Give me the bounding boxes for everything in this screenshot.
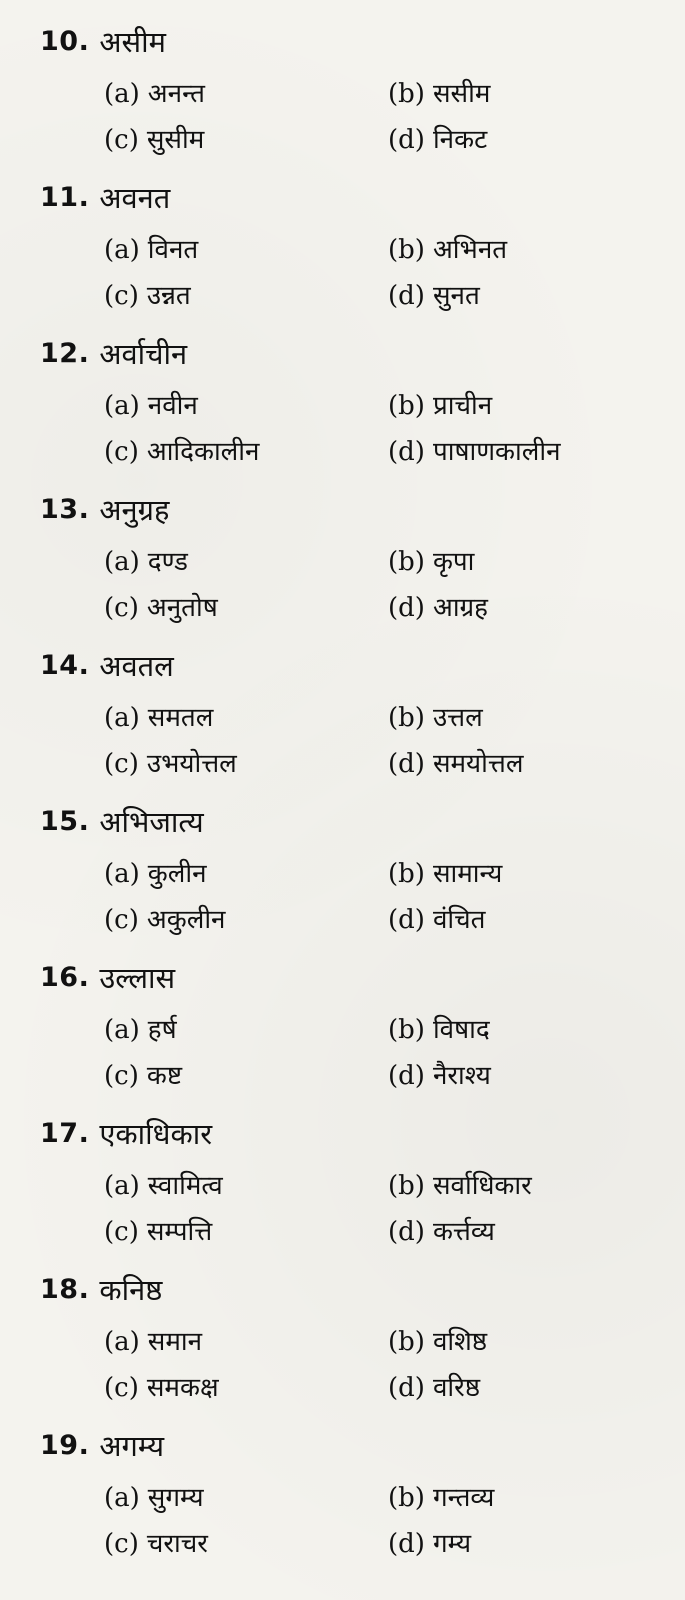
question-word: कनिष्ठ <box>99 1272 163 1307</box>
option-text: सुसीम <box>146 125 205 155</box>
question-heading <box>40 798 204 844</box>
option-c <box>104 742 237 786</box>
option-label: (d) <box>388 1373 425 1403</box>
option-d <box>388 430 561 474</box>
question-19 <box>0 1422 685 1578</box>
question-heading <box>40 1266 162 1312</box>
question-heading <box>40 18 166 64</box>
option-label: (b) <box>388 235 425 265</box>
option-d <box>388 118 487 162</box>
option-a <box>104 384 198 428</box>
option-text: अकुलीन <box>146 905 226 935</box>
question-13 <box>0 486 685 642</box>
option-b <box>388 540 474 584</box>
option-label: (d) <box>388 593 425 623</box>
question-word: उल्लास <box>99 960 176 995</box>
option-a <box>104 540 188 584</box>
question-number: 12. <box>40 337 90 369</box>
option-d <box>388 742 523 786</box>
option-a <box>104 1320 202 1364</box>
question-heading <box>40 1422 164 1468</box>
question-number: 17. <box>40 1117 90 1149</box>
option-label: (c) <box>104 1529 139 1559</box>
option-label: (c) <box>104 593 139 623</box>
option-text: गन्तव्य <box>432 1483 495 1513</box>
option-text: अनन्त <box>147 79 205 109</box>
option-label: (d) <box>388 749 425 779</box>
option-text: सम्पत्ति <box>146 1217 213 1247</box>
option-a <box>104 72 205 116</box>
question-10 <box>0 18 685 174</box>
option-label: (c) <box>104 281 139 311</box>
option-text: वंचित <box>432 905 486 935</box>
option-label: (a) <box>104 391 140 421</box>
question-word: एकाधिकार <box>99 1116 213 1151</box>
option-c <box>104 1522 208 1566</box>
option-b <box>388 72 490 116</box>
option-text: निकट <box>432 125 488 155</box>
option-text: सुनत <box>432 281 480 311</box>
option-text: विषाद <box>432 1015 490 1045</box>
option-label: (a) <box>104 235 140 265</box>
question-number: 10. <box>40 25 90 57</box>
option-label: (c) <box>104 1373 139 1403</box>
option-text: अनुतोष <box>146 593 218 623</box>
option-label: (c) <box>104 125 139 155</box>
option-text: सर्वाधिकार <box>432 1171 532 1201</box>
question-heading <box>40 642 174 688</box>
question-number: 15. <box>40 805 90 837</box>
option-b <box>388 696 483 740</box>
option-a <box>104 228 198 272</box>
option-text: वशिष्ठ <box>432 1327 488 1357</box>
option-label: (c) <box>104 1217 139 1247</box>
option-b <box>388 1476 494 1520</box>
question-number: 16. <box>40 961 90 993</box>
option-label: (b) <box>388 1327 425 1357</box>
option-label: (b) <box>388 79 425 109</box>
option-label: (b) <box>388 1171 425 1201</box>
option-text: वरिष्ठ <box>432 1373 481 1403</box>
option-d <box>388 1054 491 1098</box>
option-text: चराचर <box>146 1529 208 1559</box>
option-a <box>104 1476 204 1520</box>
option-label: (d) <box>388 437 425 467</box>
option-text: स्वामित्व <box>147 1171 223 1201</box>
option-text: सामान्य <box>432 859 503 889</box>
question-17 <box>0 1110 685 1266</box>
option-label: (a) <box>104 1015 140 1045</box>
option-d <box>388 898 485 942</box>
option-text: नैराश्य <box>432 1061 491 1091</box>
question-word: अनुग्रह <box>99 492 170 527</box>
question-word: असीम <box>99 24 166 59</box>
option-label: (d) <box>388 1217 425 1247</box>
option-text: प्राचीन <box>432 391 493 421</box>
option-text: दण्ड <box>147 547 188 577</box>
option-d <box>388 1210 495 1254</box>
question-number: 14. <box>40 649 90 681</box>
option-text: कष्ट <box>146 1061 183 1091</box>
option-c <box>104 1210 212 1254</box>
option-b <box>388 384 492 428</box>
option-label: (d) <box>388 1529 425 1559</box>
option-label: (b) <box>388 859 425 889</box>
option-text: अभिनत <box>432 235 508 265</box>
question-heading <box>40 330 187 376</box>
option-text: समयोत्तल <box>432 749 524 779</box>
option-label: (a) <box>104 1327 140 1357</box>
option-label: (b) <box>388 1483 425 1513</box>
option-c <box>104 586 218 630</box>
option-text: समान <box>147 1327 203 1357</box>
option-d <box>388 1366 480 1410</box>
option-text: आग्रह <box>432 593 488 623</box>
option-text: कर्त्तव्य <box>432 1217 495 1247</box>
option-text: ससीम <box>432 79 491 109</box>
option-label: (a) <box>104 859 140 889</box>
option-d <box>388 274 480 318</box>
option-text: नवीन <box>147 391 198 421</box>
option-text: उन्नत <box>146 281 191 311</box>
option-b <box>388 1320 487 1364</box>
option-text: विनत <box>147 235 199 265</box>
option-b <box>388 1008 490 1052</box>
option-text: समकक्ष <box>146 1373 219 1403</box>
option-a <box>104 696 213 740</box>
question-word: अर्वाचीन <box>99 336 188 371</box>
option-text: सुगम्य <box>147 1483 204 1513</box>
question-heading <box>40 1110 212 1156</box>
option-text: कुलीन <box>147 859 207 889</box>
option-d <box>388 1522 471 1566</box>
question-12 <box>0 330 685 486</box>
option-c <box>104 898 225 942</box>
option-label: (c) <box>104 437 139 467</box>
question-number: 11. <box>40 181 90 213</box>
option-label: (a) <box>104 547 140 577</box>
option-b <box>388 852 502 896</box>
option-a <box>104 1008 177 1052</box>
question-heading <box>40 954 175 1000</box>
option-label: (a) <box>104 1171 140 1201</box>
option-text: कृपा <box>432 547 475 577</box>
question-heading <box>40 486 169 532</box>
option-label: (d) <box>388 281 425 311</box>
option-text: उभयोत्तल <box>146 749 237 779</box>
option-label: (c) <box>104 749 139 779</box>
option-label: (a) <box>104 79 140 109</box>
option-text: गम्य <box>432 1529 472 1559</box>
option-label: (b) <box>388 703 425 733</box>
question-14 <box>0 642 685 798</box>
option-label: (c) <box>104 1061 139 1091</box>
option-text: समतल <box>147 703 214 733</box>
option-a <box>104 852 207 896</box>
option-d <box>388 586 488 630</box>
question-number: 19. <box>40 1429 90 1461</box>
option-label: (b) <box>388 1015 425 1045</box>
option-c <box>104 118 204 162</box>
option-label: (d) <box>388 125 425 155</box>
option-c <box>104 274 191 318</box>
question-word: अभिजात्य <box>99 804 204 839</box>
option-text: हर्ष <box>147 1015 177 1045</box>
question-15 <box>0 798 685 954</box>
option-label: (b) <box>388 547 425 577</box>
question-number: 18. <box>40 1273 90 1305</box>
question-word: अवतल <box>99 648 174 683</box>
option-label: (a) <box>104 1483 140 1513</box>
question-word: अवनत <box>99 180 171 215</box>
option-text: उत्तल <box>432 703 483 733</box>
option-a <box>104 1164 223 1208</box>
option-label: (a) <box>104 703 140 733</box>
option-label: (c) <box>104 905 139 935</box>
option-c <box>104 1366 219 1410</box>
question-heading <box>40 174 170 220</box>
question-number: 13. <box>40 493 90 525</box>
option-c <box>104 430 259 474</box>
option-label: (d) <box>388 905 425 935</box>
question-11 <box>0 174 685 330</box>
option-label: (d) <box>388 1061 425 1091</box>
question-word: अगम्य <box>99 1428 165 1463</box>
option-text: पाषाणकालीन <box>432 437 561 467</box>
option-b <box>388 1164 532 1208</box>
option-c <box>104 1054 182 1098</box>
question-16 <box>0 954 685 1110</box>
option-text: आदिकालीन <box>146 437 260 467</box>
question-18 <box>0 1266 685 1422</box>
option-label: (b) <box>388 391 425 421</box>
option-b <box>388 228 507 272</box>
